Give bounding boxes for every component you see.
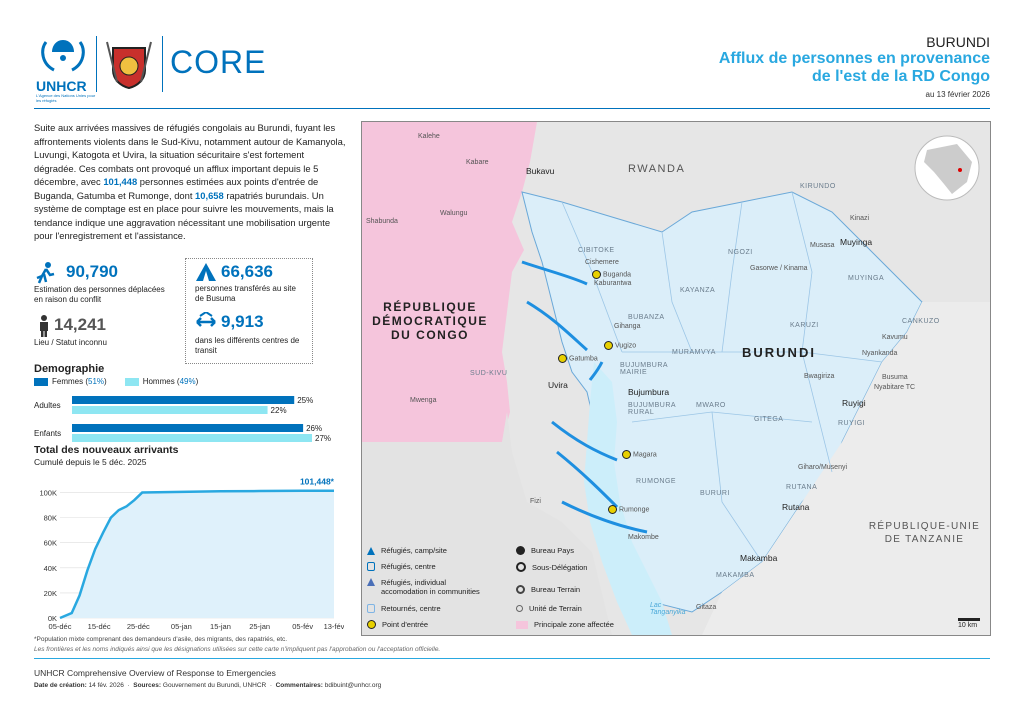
bar-men [72, 406, 268, 414]
bar-women [72, 424, 303, 432]
province-bubanza: BUBANZA [628, 314, 665, 321]
core-label: CORE [170, 44, 267, 80]
place-giharo-musenyi: Giharo/Musenyi [798, 464, 848, 471]
y-tick-label: 40K [43, 563, 57, 573]
bar-women-label: 26% [306, 424, 323, 433]
bar-women [72, 396, 294, 404]
province-karuzi: KARUZI [790, 322, 819, 329]
affected-area-swatch [516, 621, 528, 629]
demography-legend [34, 377, 198, 386]
place-bujumbura: Bujumbura [628, 387, 670, 397]
province-bururi: BURURI [700, 490, 730, 497]
place-magara: Magara [622, 450, 657, 459]
running-person-icon [34, 262, 58, 284]
unhcr-logo [36, 34, 96, 103]
arrivals-area [60, 491, 334, 618]
province-muyinga: MUYINGA [848, 275, 885, 282]
demography-row-label: Adultes [34, 401, 61, 410]
field-office-icon [516, 585, 525, 594]
place-kabare: Kabare [466, 159, 489, 166]
arrivals-footnote: *Population mixte comprenant des demandeurs d'asile, des migrants, des rapatriés, etc. [34, 636, 288, 643]
sub-office-icon [516, 562, 526, 572]
bar-women-label: 25% [297, 396, 314, 405]
place-gasorwe-kinama: Gasorwe / Kinama [750, 265, 808, 272]
entry-point-icon [592, 270, 601, 279]
bar-men-label: 22% [270, 406, 287, 415]
y-tick-label: 0K [47, 614, 57, 623]
y-tick-label: 100K [39, 488, 57, 498]
footer-rule [34, 658, 990, 659]
place-gihanga: Gihanga [614, 323, 641, 330]
province-mwaro: MWARO [696, 402, 726, 409]
intro-highlight-returnees: 10,658 [195, 189, 224, 201]
province-kayanza: KAYANZA [680, 287, 716, 294]
demography-chart [34, 392, 344, 442]
province-muramvya: MURAMVYA [672, 349, 716, 356]
legend-camp: Réfugiés, camp/site [367, 546, 447, 555]
province-rutana: RUTANA [786, 484, 818, 491]
page-title-line1: Afflux de personnes en provenance [718, 50, 990, 67]
map-disclaimer: Les frontières et les noms indiqués ainsi que les désignations utilisées sur cette carte n'impliquent pas l'approbation ou l'acceptation officielle. [34, 646, 441, 653]
intro-highlight-total: 101,448 [103, 176, 138, 187]
place-uvira: Uvira [548, 380, 568, 390]
report-date: au 13 février 2026 [925, 90, 990, 99]
label-tanzania: RÉPUBLIQUE-UNIE DE TANZANIE [868, 521, 981, 545]
label-rwanda: RWANDA [628, 163, 686, 175]
returnees-center-icon [367, 604, 375, 613]
legend-country-office: Bureau Pays [516, 546, 574, 555]
legend-women-label: Femmes (51%) [52, 377, 107, 386]
label-burundi: BURUNDI [742, 345, 816, 360]
province-cankuzo: CANKUZO [902, 318, 940, 325]
province-gitega: GITEGA [754, 416, 784, 423]
x-tick-label: 05-jan [170, 622, 192, 631]
entry-point-icon [608, 505, 617, 514]
entry-point-icon [622, 450, 631, 459]
demography-row-label: Enfants [34, 429, 62, 438]
place-nyankanda: Nyankanda [862, 350, 898, 357]
place-rutana: Rutana [782, 502, 810, 512]
province-cibitoke: CIBITOKE [578, 247, 615, 254]
arrivals-subtitle: Cumulé depuis le 5 déc. 2025 [34, 457, 147, 467]
place-nyabitare-tc: Nyabitare TC [874, 384, 916, 391]
scale-label: 10 km [958, 622, 978, 629]
bar-men-label: 27% [315, 434, 332, 442]
field-unit-icon [516, 605, 523, 612]
header-divider [96, 36, 97, 92]
legend-sub-office: Sous-Délégation [516, 562, 587, 572]
intro-paragraph: Suite aux arrivées massives de réfugiés congolais au Burundi, fuyant les affrontements violents dans le Sud-Kivu, notamment autour de Kamanyola, Luvungi, Katogota et Uvira, la situation sécuritaire s'est fortement dégradée. Ces combats ont provoqué un afflux important depuis le 5 décembre, avec 101,448 personnes estimées aux points d'entrée de Buganda, Gatumba et Rumonge, dont 10,658 rapatriés burundais. Un système de comptage est en place pour suivre les mouvements, mais la tendance indique une aggravation nécessitant une mobilisation urgente pour l'enregistrement et l'assistance. [34, 122, 346, 241]
province-sud-kivu: SUD-KIVU [470, 370, 508, 377]
province-kirundo: KIRUNDO [800, 183, 836, 190]
header-rule [34, 108, 990, 109]
province-rumonge: RUMONGE [636, 478, 677, 485]
province-ruyigi: RUYIGI [838, 420, 866, 427]
place-rumonge: Rumonge [608, 505, 649, 514]
legend-field-unit: Unité de Terrain [516, 604, 582, 613]
x-tick-label: 25-jan [249, 622, 271, 631]
place-busuma: Busuma [882, 374, 908, 381]
place-lac-tanganyika: Lac Tanganyika [650, 602, 686, 616]
y-tick-label: 80K [43, 513, 57, 523]
place-makamba: Makamba [740, 553, 778, 563]
country-name: BURUNDI [926, 34, 990, 50]
transit-arrows-icon [195, 312, 217, 332]
place-walungu: Walungu [440, 210, 468, 217]
place-bwagiriza: Bwagiriza [804, 373, 835, 380]
africa-inset-map [915, 136, 979, 200]
place-musasa: Musasa [810, 242, 835, 249]
x-tick-label: 15-déc [87, 622, 111, 631]
place-mwenga: Mwenga [410, 397, 437, 404]
place-gitaza: Gitaza [696, 604, 717, 611]
footer-meta: Date de création: 14 fév. 2026 · Sources: Gouvernement du Burundi, UNHCR · Commentaires: bdibuint@unhcr.org [34, 682, 382, 689]
entry-point-icon [367, 620, 376, 629]
place-kalehe: Kalehe [418, 133, 440, 140]
place-muyinga: Muyinga [840, 237, 873, 247]
footer-program: UNHCR Comprehensive Overview of Response to Emergencies [34, 668, 276, 678]
place-kaburantwa: Kaburantwa [594, 280, 632, 287]
page-title-line2: de l'est de la RD Congo [811, 68, 990, 85]
demography-title: Demographie [34, 363, 105, 375]
place-bukavu: Bukavu [526, 166, 555, 176]
arrivals-title: Total des nouveaux arrivants [34, 444, 179, 456]
legend-individual: Réfugiés, individual accomodation in communities [367, 578, 491, 596]
entry-point-icon [558, 354, 567, 363]
place-kavumu: Kavumu [882, 334, 908, 341]
header-divider-2 [162, 36, 163, 92]
place-cishemere: Cishemere [585, 259, 619, 266]
unhcr-logo-text: UNHCR [36, 78, 87, 94]
scale-bar [958, 618, 980, 621]
entry-point-icon [604, 341, 613, 350]
x-tick-label: 13-fév [323, 622, 344, 631]
place-gatumba: Gatumba [558, 354, 598, 363]
tent-icon [195, 262, 217, 282]
place-buganda: Buganda [592, 270, 631, 279]
legend-men-label: Hommes (49%) [142, 377, 199, 386]
country-office-icon [516, 546, 525, 555]
legend-affected: Principale zone affectée [516, 620, 614, 629]
x-tick-label: 25-déc [126, 622, 150, 631]
place-ruyigi: Ruyigi [842, 398, 866, 408]
x-tick-label: 15-jan [210, 622, 231, 631]
unhcr-tagline: L'Agence des Nations Unies pour les réfugiés [36, 93, 96, 103]
refugee-center-icon [367, 562, 375, 571]
province-makamba: MAKAMBA [716, 572, 755, 579]
y-tick-label: 20K [43, 588, 57, 598]
place-kinazi: Kinazi [850, 215, 870, 222]
legend-field-office: Bureau Terrain [516, 585, 580, 594]
place-fizi: Fizi [530, 498, 541, 505]
camp-icon [367, 547, 375, 555]
person-question-icon [34, 315, 54, 337]
province-bujumbura-rural: BUJUMBURA RURAL [628, 402, 676, 416]
legend-returnees: Retournés, centre [367, 604, 441, 613]
place-makombe: Makombe [628, 534, 659, 541]
x-tick-label: 05-fév [292, 622, 314, 631]
legend-men-swatch [125, 378, 139, 386]
legend-center: Réfugiés, centre [367, 562, 436, 571]
arrivals-end-label: 101,448* [299, 476, 334, 487]
burundi-coat-of-arms-icon [103, 36, 155, 92]
place-vugizo: Vugizo [604, 341, 636, 350]
unhcr-laurel-icon [36, 34, 90, 74]
individual-accomodation-icon [367, 578, 375, 586]
label-drc: RÉPUBLIQUE DÉMOCRATIQUE DU CONGO [372, 300, 488, 342]
legend-women-swatch [34, 378, 48, 386]
province-ngozi: NGOZI [728, 249, 753, 256]
y-tick-label: 60K [43, 538, 57, 548]
place-shabunda: Shabunda [366, 218, 398, 225]
x-tick-label: 05-déc [48, 622, 72, 631]
province-bujumbura-mairie: BUJUMBURA MAIRIE [620, 362, 668, 376]
bar-men [72, 434, 312, 442]
legend-entry: Point d'entrée [367, 620, 428, 629]
arrivals-chart [34, 470, 344, 638]
